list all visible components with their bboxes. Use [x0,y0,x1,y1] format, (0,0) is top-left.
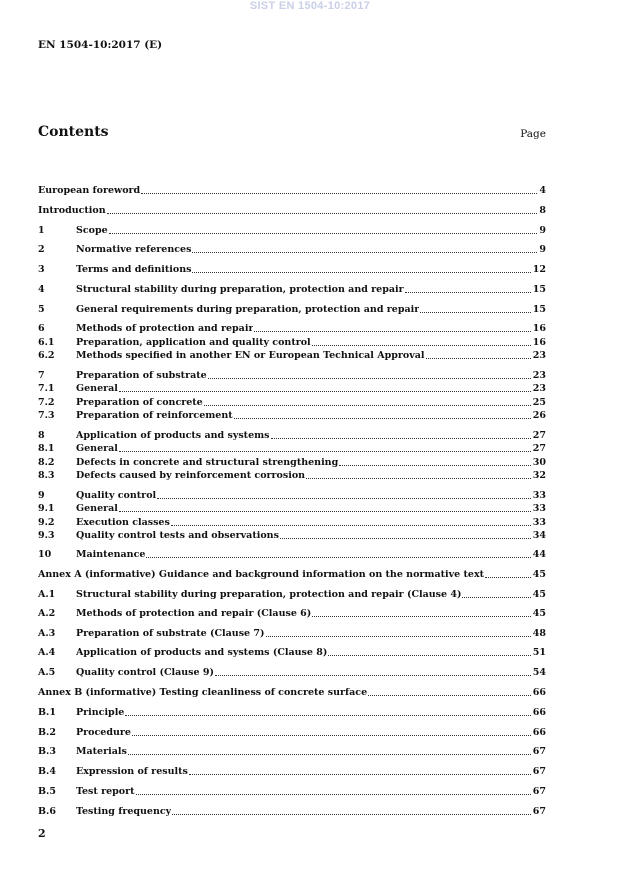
dot-leader [189,774,531,775]
dot-leader [426,358,531,359]
toc-entry-page: 23 [532,350,546,361]
dot-leader [136,794,531,795]
dot-leader [254,331,530,332]
toc-entry-page: 15 [532,304,546,315]
dot-leader [119,391,531,392]
toc-entry-number: 8.2 [38,457,55,468]
toc-entry[interactable] [38,336,546,349]
toc-entry-title: Preparation of reinforcement [76,410,233,421]
toc-entry-title: Annex A (informative) Guidance and background information on the normative text [38,569,484,580]
dot-leader [328,655,530,656]
toc-entry-title: Application of products and systems [76,430,270,441]
dot-leader [306,478,531,479]
dot-leader [157,498,531,499]
toc-entry-number: 8.3 [38,470,55,481]
toc-entry-page: 67 [532,766,546,777]
toc-entry-title: Defects caused by reinforcement corrosion [76,470,306,481]
toc-entry-page: 67 [532,746,546,757]
toc-entry[interactable] [38,745,546,758]
toc-entry[interactable] [38,489,546,502]
toc-entry-page: 16 [532,323,546,334]
toc-entry-title: Quality control [76,490,157,501]
toc-entry-page: 23 [532,370,546,381]
toc-entry-page: 4 [539,185,546,196]
toc-entry-title: Principle [76,707,125,718]
toc-entry[interactable] [38,442,546,455]
toc-entry-number: 7.2 [38,397,55,408]
toc-entry-number: 5 [38,304,45,315]
toc-entry-page: 23 [532,383,546,394]
dot-leader [215,675,531,676]
toc-entry-number: 3 [38,264,45,275]
toc-entry-page: 51 [532,647,546,658]
toc-entry-title: European foreword [38,185,141,196]
toc-entry[interactable] [38,785,546,798]
dot-leader [204,405,531,406]
toc-entry-number: B.5 [38,786,56,797]
toc-entry-number: 6.1 [38,337,55,348]
toc-entry[interactable] [38,765,546,778]
toc-entry-page: 45 [532,608,546,619]
toc-entry[interactable] [38,382,546,395]
toc-entry[interactable] [38,322,546,335]
toc-entry-title: Application of products and systems (Clause 8) [76,647,328,658]
toc-entry-title: General [76,503,118,514]
toc-entry-title: Terms and definitions [76,264,192,275]
toc-entry-page: 26 [532,410,546,421]
toc-entry-number: B.2 [38,727,56,738]
dot-leader [280,538,531,539]
toc-entry-title: Quality control (Clause 9) [76,667,214,678]
dot-leader [141,193,537,194]
toc-entry[interactable] [38,548,546,561]
toc-entry-title: Materials [76,746,127,757]
toc-entry-page: 44 [532,549,546,560]
toc-entry-page: 45 [532,569,546,580]
toc-entry[interactable] [38,607,546,620]
toc-entry-number: 6.2 [38,350,55,361]
toc-entry-title: Preparation, application and quality control [76,337,311,348]
toc-entry[interactable] [38,349,546,362]
dot-leader [109,233,538,234]
toc-entry[interactable] [38,204,546,217]
toc-entry-page: 33 [532,503,546,514]
toc-entry-title: Structural stability during preparation, protection and repair (Clause 4) [76,589,462,600]
toc-entry-number: A.1 [38,589,56,600]
toc-entry-page: 66 [532,727,546,738]
toc-entry[interactable] [38,263,546,276]
toc-entry-title: Annex B (informative) Testing cleanliness of concrete surface [38,687,368,698]
toc-entry-number: 4 [38,284,45,295]
toc-entry-title: Structural stability during preparation, protection and repair [76,284,404,295]
dot-leader [192,252,537,253]
dot-leader [171,525,531,526]
dot-leader [368,695,531,696]
dot-leader [405,292,531,293]
dot-leader [119,451,531,452]
toc-entry[interactable] [38,805,546,818]
toc-entry-title: Preparation of concrete [76,397,203,408]
dot-leader [420,312,531,313]
dot-leader [339,465,531,466]
toc-entry-page: 27 [532,430,546,441]
document-id: EN 1504-10:2017 (E) [38,39,163,51]
toc-entry-number: 10 [38,549,52,560]
toc-entry-title: Preparation of substrate [76,370,207,381]
dot-leader [172,814,531,815]
toc-entry-page: 16 [532,337,546,348]
toc-entry-number: 9.2 [38,517,55,528]
toc-entry-title: Methods specified in another EN or European Technical Approval [76,350,425,361]
toc-entry-number: 7.1 [38,383,55,394]
toc-entry[interactable] [38,243,546,256]
toc-entry-number: B.1 [38,707,56,718]
toc-entry-number: 9 [38,490,45,501]
toc-entry[interactable] [38,224,546,237]
toc-entry-number: 1 [38,225,45,236]
dot-leader [312,345,531,346]
toc-entry[interactable] [38,502,546,515]
page-column-header: Page [520,128,546,140]
toc-entry-page: 9 [539,244,546,255]
toc-entry-title: Execution classes [76,517,170,528]
toc-entry-page: 48 [532,628,546,639]
toc-entry-number: A.3 [38,628,56,639]
toc-entry[interactable] [38,469,546,482]
dot-leader [208,378,531,379]
toc-entry[interactable] [38,666,546,679]
dot-leader [192,272,530,273]
toc-entry-title: Expression of results [76,766,188,777]
toc-entry-title: General requirements during preparation, protection and repair [76,304,420,315]
contents-heading: Contents [38,124,109,140]
toc-entry-page: 33 [532,490,546,501]
toc-entry-title: Testing frequency [76,806,172,817]
toc-entry-number: 2 [38,244,45,255]
dot-leader [266,636,531,637]
dot-leader [132,735,531,736]
toc-entry-number: 8 [38,430,45,441]
toc-entry-page: 66 [532,687,546,698]
toc-entry-number: B.4 [38,766,56,777]
dot-leader [125,715,530,716]
toc-entry-page: 67 [532,806,546,817]
toc-entry[interactable] [38,726,546,739]
toc-entry-title: Maintenance [76,549,146,560]
toc-entry[interactable] [38,184,546,197]
toc-entry[interactable] [38,516,546,529]
dot-leader [462,597,530,598]
dot-leader [107,213,538,214]
toc-entry[interactable] [38,409,546,422]
toc-entry[interactable] [38,529,546,542]
toc-entry[interactable] [38,706,546,719]
toc-entry-page: 34 [532,530,546,541]
toc-entry-number: A.2 [38,608,56,619]
toc-entry-title: Procedure [76,727,131,738]
toc-entry-number: B.6 [38,806,56,817]
toc-entry-title: Test report [76,786,135,797]
toc-entry-page: 33 [532,517,546,528]
dot-leader [271,438,531,439]
toc-entry-title: Methods of protection and repair (Clause 6) [76,608,312,619]
toc-entry[interactable] [38,686,546,699]
toc-entry-title: Defects in concrete and structural strengthening [76,457,339,468]
dot-leader [312,616,530,617]
page-number: 2 [38,827,46,840]
toc-entry-page: 32 [532,470,546,481]
dot-leader [146,557,530,558]
dot-leader [119,511,531,512]
toc-entry-title: Introduction [38,205,106,216]
toc-entry-page: 9 [539,225,546,236]
watermark: SIST EN 1504-10:2017 [249,0,371,12]
toc-entry-page: 12 [532,264,546,275]
toc-entry-title: Normative references [76,244,192,255]
toc-entry-page: 8 [539,205,546,216]
toc-entry[interactable] [38,456,546,469]
toc-entry-page: 30 [532,457,546,468]
dot-leader [234,418,531,419]
toc-entry[interactable] [38,283,546,296]
toc-entry-number: 9.1 [38,503,55,514]
toc-entry-title: General [76,383,118,394]
toc-entry-page: 15 [532,284,546,295]
toc-entry-number: A.4 [38,647,56,658]
toc-entry[interactable] [38,303,546,316]
toc-entry-page: 45 [532,589,546,600]
toc-entry[interactable] [38,627,546,640]
toc-entry-title: Scope [76,225,108,236]
toc-entry-title: Quality control tests and observations [76,530,279,541]
toc-entry-title: Methods of protection and repair [76,323,254,334]
toc-entry-page: 25 [532,397,546,408]
toc-entry-page: 27 [532,443,546,454]
dot-leader [128,754,531,755]
toc-entry[interactable] [38,429,546,442]
toc-entry-number: B.3 [38,746,56,757]
toc-entry-title: Preparation of substrate (Clause 7) [76,628,265,639]
toc-entry[interactable] [38,588,546,601]
toc-entry-number: 6 [38,323,45,334]
toc-entry-number: 8.1 [38,443,55,454]
toc-entry-page: 66 [532,707,546,718]
toc-entry[interactable] [38,568,546,581]
toc-entry-number: 7.3 [38,410,55,421]
toc-entry[interactable] [38,646,546,659]
dot-leader [485,577,531,578]
toc-entry-title: General [76,443,118,454]
toc-entry-number: 7 [38,370,45,381]
toc-entry-number: A.5 [38,667,56,678]
toc-entry-page: 54 [532,667,546,678]
toc-entry-number: 9.3 [38,530,55,541]
toc-entry-page: 67 [532,786,546,797]
toc-entry[interactable] [38,369,546,382]
toc-entry[interactable] [38,396,546,409]
